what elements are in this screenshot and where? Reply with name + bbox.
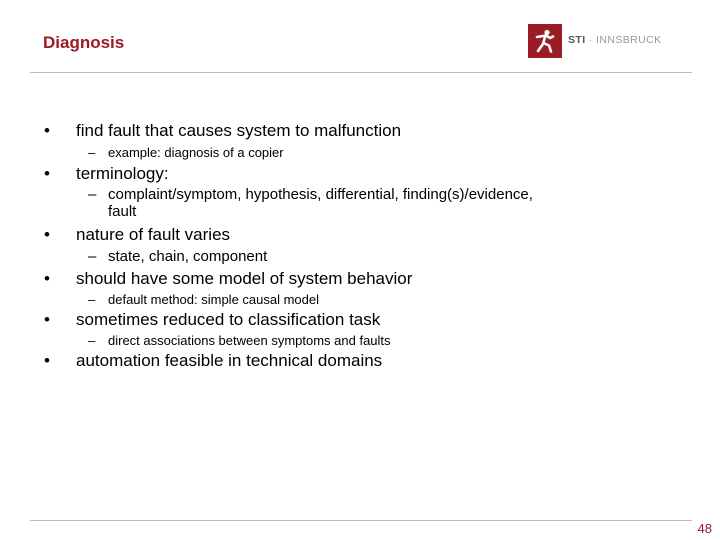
dash-glyph: – xyxy=(88,292,96,307)
bullet-glyph: • xyxy=(44,269,50,288)
bullet-glyph: • xyxy=(44,310,50,329)
sub-bullet-text: example: diagnosis of a copier xyxy=(108,145,284,160)
bullet-glyph: • xyxy=(44,351,50,370)
dash-glyph: – xyxy=(88,248,97,265)
bullet-text: find fault that causes system to malfunction xyxy=(76,121,402,140)
top-divider xyxy=(30,72,692,73)
bullet-glyph: • xyxy=(44,121,50,140)
bullet-text: sometimes reduced to classification task xyxy=(76,310,381,329)
dash-glyph: – xyxy=(88,145,96,160)
dash-glyph: – xyxy=(88,333,96,348)
bullet-text: should have some model of system behavior xyxy=(76,269,413,288)
sub-bullet-continuation: fault xyxy=(108,203,137,220)
bottom-divider xyxy=(30,520,692,521)
bullet-glyph: • xyxy=(44,225,50,244)
running-figure-icon xyxy=(528,24,562,58)
bullet-glyph: • xyxy=(44,164,50,183)
logo-text: STI · INNSBRUCK xyxy=(568,34,662,46)
bullet-text: terminology: xyxy=(76,164,169,183)
sub-bullet-text: complaint/symptom, hypothesis, differential, finding(s)/evidence, xyxy=(108,186,533,203)
dash-glyph: – xyxy=(88,186,97,203)
bullet-text: automation feasible in technical domains xyxy=(76,351,383,370)
sub-bullet-text: direct associations between symptoms and faults xyxy=(108,333,391,348)
page-number: 48 xyxy=(697,521,712,536)
sub-bullet-text: default method: simple causal model xyxy=(108,292,320,307)
sub-bullet-text: state, chain, component xyxy=(108,248,268,265)
bullet-text: nature of fault varies xyxy=(76,225,231,244)
logo-box xyxy=(528,24,562,58)
slide-title: Diagnosis xyxy=(43,33,125,52)
